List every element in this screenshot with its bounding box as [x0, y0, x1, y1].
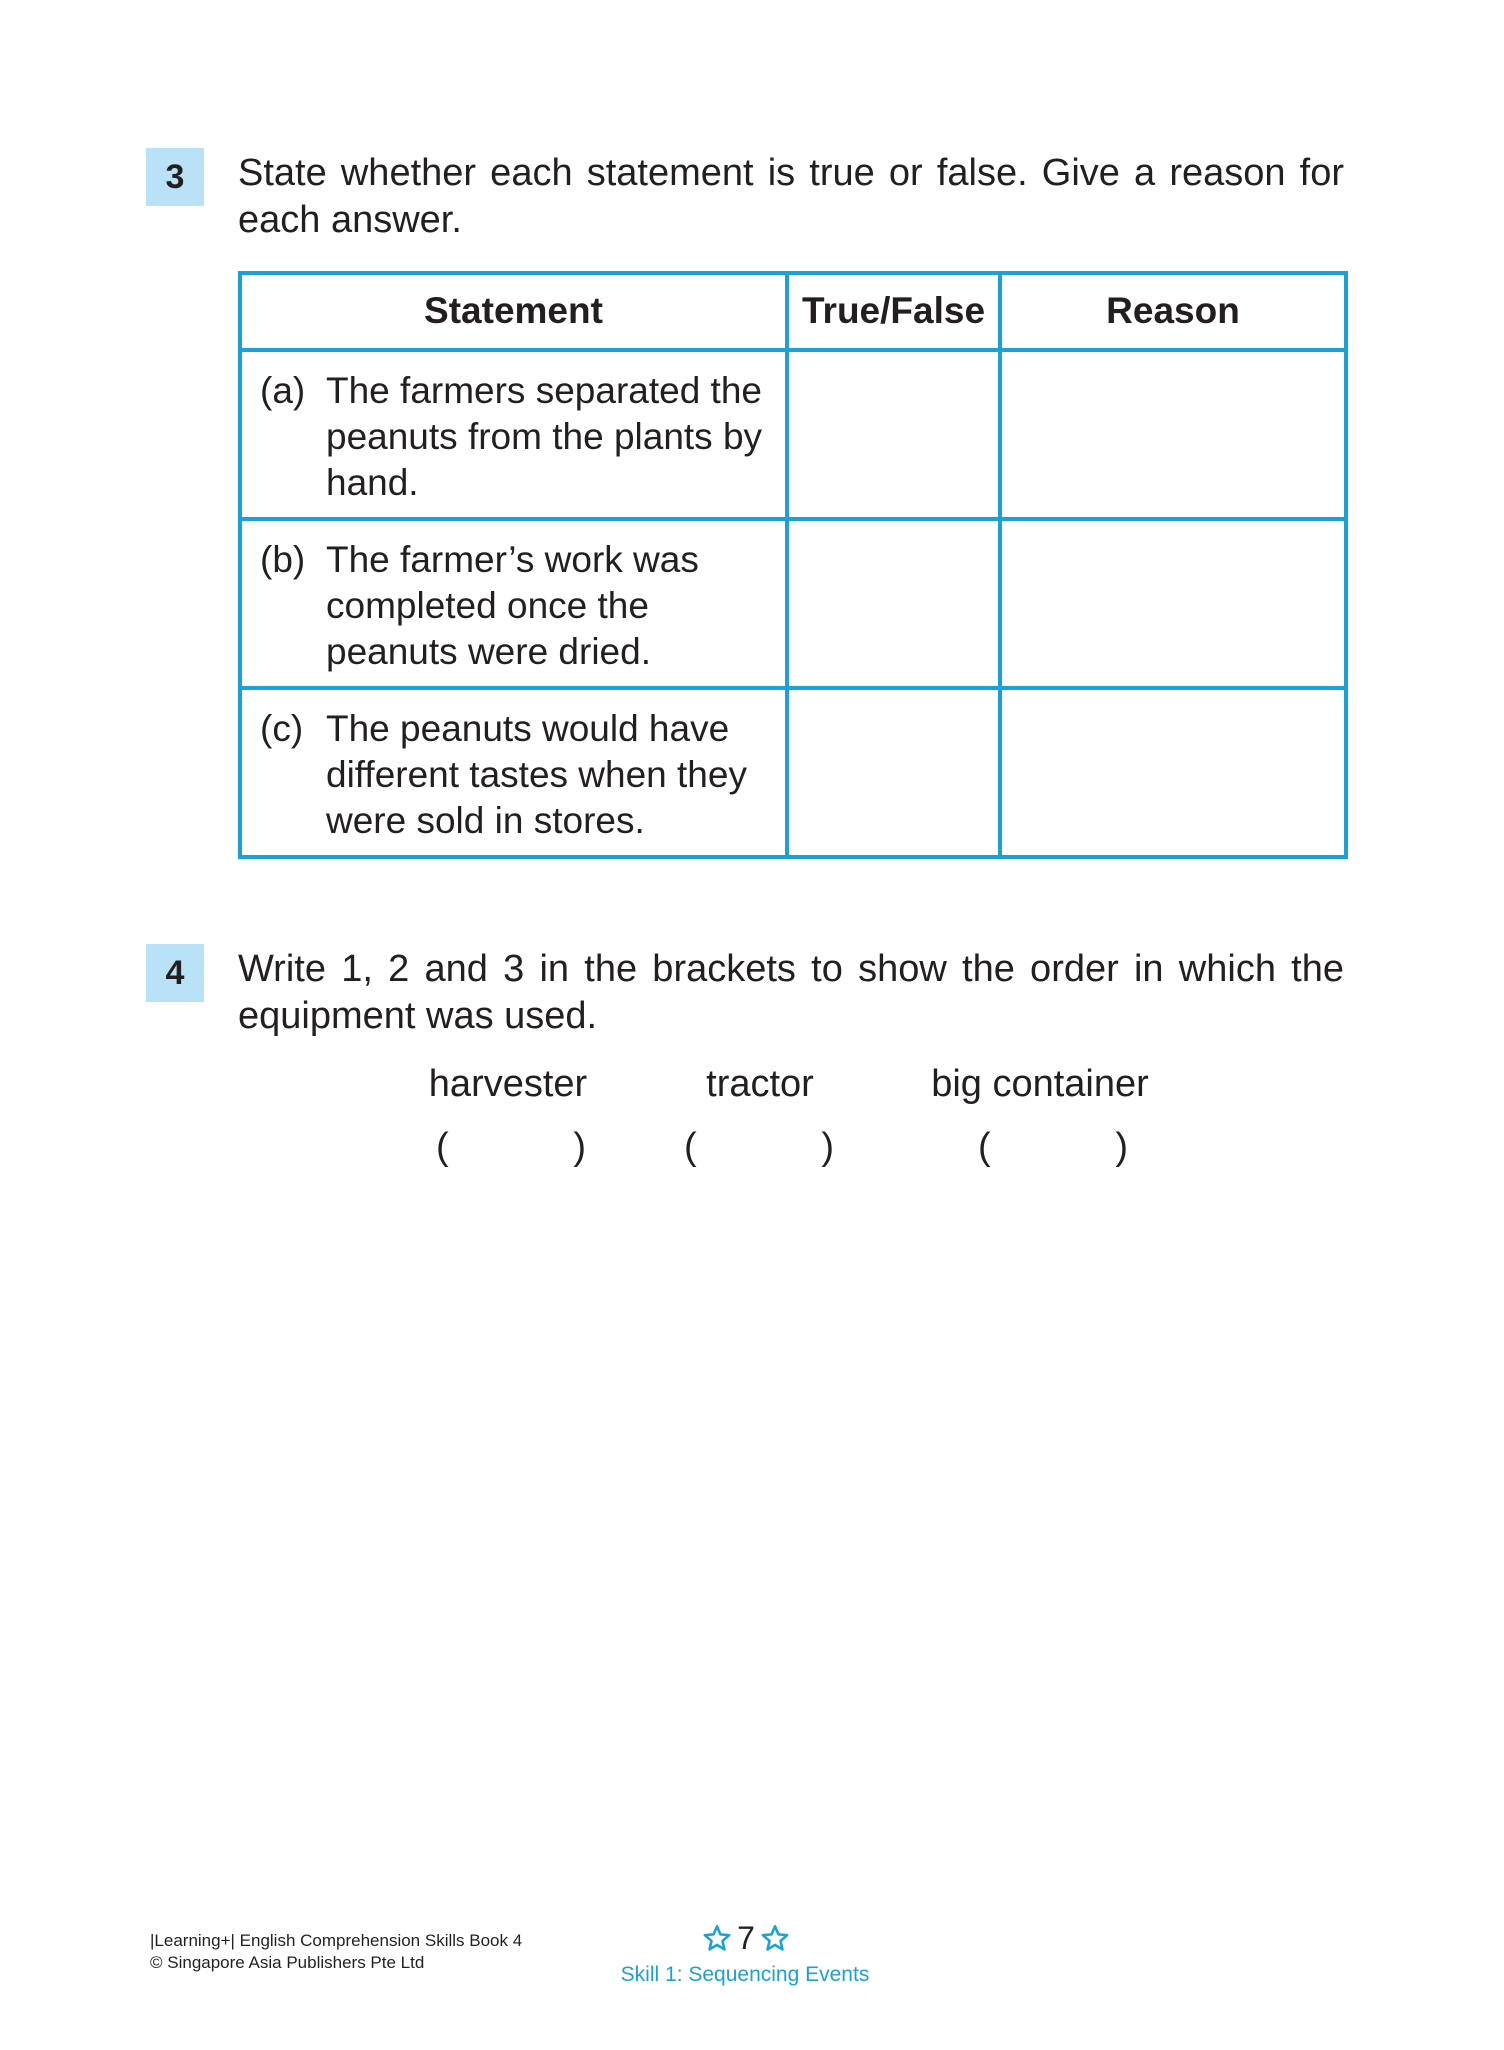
- answer-bracket-tractor[interactable]: [684, 1126, 834, 1169]
- table-header-row: [240, 273, 1346, 350]
- statement-text: The peanuts would have different tastes when they were sold in stores.: [326, 707, 747, 841]
- page-number: [696, 1918, 796, 1958]
- reason-answer-cell-c[interactable]: [1000, 688, 1346, 857]
- equipment-harvester: harvester: [428, 1063, 588, 1105]
- header-statement: Statement: [240, 273, 787, 350]
- table-row: [240, 519, 1346, 688]
- table-row: [240, 350, 1346, 519]
- copyright: © Singapore Asia Publishers Pte Ltd: [150, 1953, 425, 1972]
- statement-label: (c): [260, 707, 304, 749]
- page-number-text: 7: [737, 1919, 755, 1956]
- table-row: [240, 688, 1346, 857]
- statement-text: The farmer’s work was completed once the peanuts were dried.: [326, 538, 699, 672]
- statement-text: The farmers separated the peanuts from the plants by hand.: [326, 369, 763, 503]
- answer-bracket-big-container[interactable]: [978, 1126, 1128, 1169]
- question-3-number-text: 3: [165, 157, 185, 196]
- statement-cell-c: [240, 688, 787, 857]
- equipment-tractor: tractor: [706, 1063, 814, 1105]
- footer-credits: [150, 1930, 522, 1974]
- question-3-instruction: State whether each statement is true or false. Give a reason for each answer.: [238, 152, 1344, 241]
- bracket-close: ): [1115, 1126, 1128, 1168]
- reason-answer-cell-b[interactable]: [1000, 519, 1346, 688]
- bracket-open: (: [684, 1126, 697, 1168]
- star-icon: [703, 1924, 731, 1952]
- star-icon: [761, 1924, 789, 1952]
- question-4-number: [146, 944, 204, 1002]
- header-true-false: True/False: [787, 273, 1000, 350]
- reason-answer-cell-a[interactable]: [1000, 350, 1346, 519]
- skill-label: Skill 1: Sequencing Events: [620, 1963, 870, 1986]
- statement-label: (b): [260, 538, 306, 580]
- bracket-open: (: [978, 1126, 991, 1168]
- answer-bracket-harvester[interactable]: [436, 1126, 586, 1169]
- statement-cell-a: [240, 350, 787, 519]
- bracket-close: ): [821, 1126, 834, 1168]
- book-title: |Learning+| English Comprehension Skills Book 4: [150, 1931, 523, 1950]
- true-false-table: [238, 271, 1348, 859]
- question-4-number-text: 4: [165, 953, 185, 992]
- header-reason: Reason: [1000, 273, 1346, 350]
- bracket-open: (: [436, 1126, 449, 1168]
- equipment-big-container: big container: [931, 1063, 1149, 1105]
- question-4-instruction: Write 1, 2 and 3 in the brackets to show the order in which the equipment was used.: [238, 948, 1344, 1037]
- bracket-close: ): [573, 1126, 586, 1168]
- true-false-answer-cell-b[interactable]: [787, 519, 1000, 688]
- true-false-answer-cell-a[interactable]: [787, 350, 1000, 519]
- statement-cell-b: [240, 519, 787, 688]
- true-false-answer-cell-c[interactable]: [787, 688, 1000, 857]
- question-3-number: [146, 148, 204, 206]
- statement-label: (a): [260, 369, 306, 411]
